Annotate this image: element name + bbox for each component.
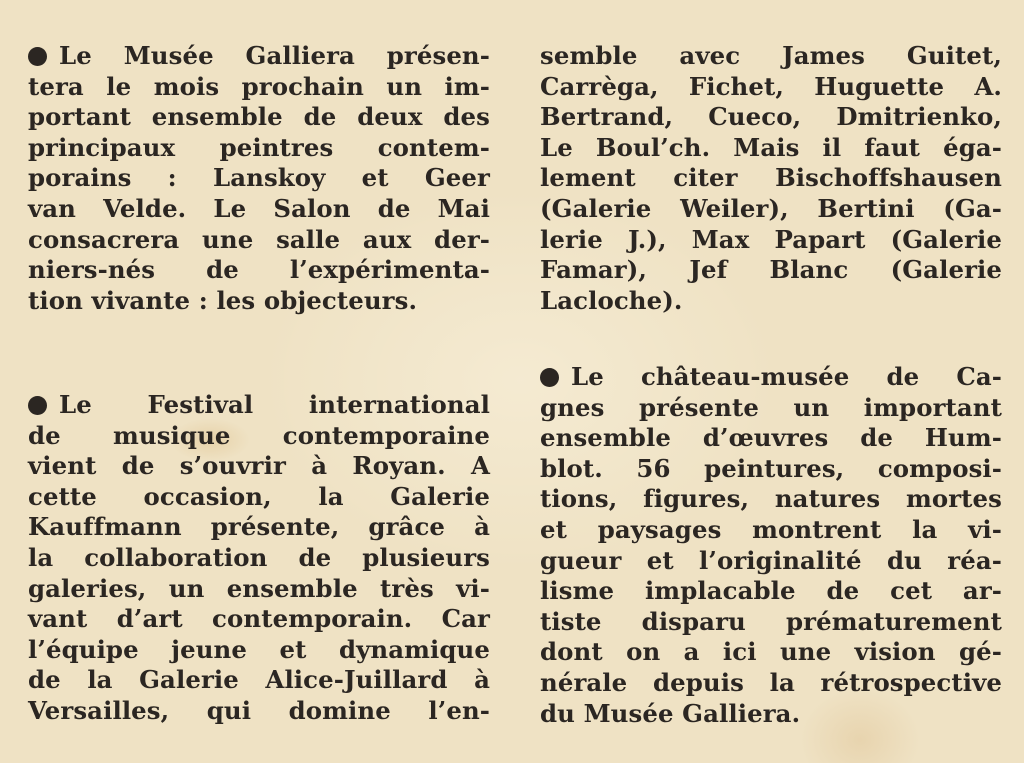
article-line: de la Galerie Alice-Juillard à: [28, 665, 490, 695]
article-line: dont on a ici une vision gé-: [540, 637, 1002, 667]
article-line: la collaboration de plusieurs: [28, 542, 490, 572]
article-line: consacrera une salle aux der-: [28, 224, 490, 254]
article-line: de musique contemporaine: [28, 420, 490, 450]
article-festival-royan-continued: [540, 41, 1002, 316]
article-chateau-cagnes: [540, 362, 1002, 729]
article-line: blot. 56 peintures, composi-: [540, 453, 1002, 483]
article-line: tiste disparu prématurement: [540, 606, 1002, 636]
article-line: tera le mois prochain un im-: [28, 71, 490, 101]
article-line: Le Boul’ch. Mais il faut éga-: [540, 132, 1002, 162]
article-line: portant ensemble de deux des: [28, 102, 490, 132]
article-line: ensemble d’œuvres de Hum-: [540, 423, 1002, 453]
article-line: semble avec James Guitet,: [540, 41, 1002, 70]
article-line: tion vivante : les objecteurs.: [28, 285, 418, 315]
article-line: (Galerie Weiler), Bertini (Ga-: [540, 193, 1002, 223]
article-line: Famar), Jef Blanc (Galerie: [540, 255, 1002, 285]
article-line: Le Musée Galliera présen-: [28, 41, 490, 72]
article-line: gueur et l’originalité du réa-: [540, 545, 1002, 575]
article-musee-galliera: [28, 41, 490, 316]
article-line: porains : Lanskoy et Geer: [28, 163, 490, 193]
bullet-icon: [28, 47, 47, 66]
article-line: van Velde. Le Salon de Mai: [28, 193, 490, 223]
article-line: vient de s’ouvrir à Royan. A: [28, 451, 490, 481]
article-line: cette occasion, la Galerie: [28, 481, 490, 511]
article-line: principaux peintres contem-: [28, 132, 490, 162]
article-line: Versailles, qui domine l’en-: [28, 695, 490, 725]
article-line: nérale depuis la rétrospective: [540, 667, 1002, 697]
article-line: Lacloche).: [540, 285, 683, 315]
article-line: du Musée Galliera.: [540, 698, 801, 728]
article-line: l’équipe jeune et dynamique: [28, 634, 490, 664]
article-line: tions, figures, natures mortes: [540, 484, 1002, 514]
article-line: Carrèga, Fichet, Huguette A.: [540, 71, 1002, 101]
article-line: niers-nés de l’expérimenta-: [28, 255, 490, 285]
article-line: Le château-musée de Ca-: [540, 362, 1002, 393]
article-line: Kauffmann présente, grâce à: [28, 512, 490, 542]
article-line: lement citer Bischoffshausen: [540, 163, 1002, 193]
bullet-icon: [28, 396, 47, 415]
article-line: lisme implacable de cet ar-: [540, 576, 1002, 606]
article-line: Bertrand, Cueco, Dmitrienko,: [540, 102, 1002, 132]
article-line: gnes présente un important: [540, 392, 1002, 422]
article-festival-royan: [28, 390, 490, 727]
bullet-icon: [540, 368, 559, 387]
article-line: Le Festival international: [28, 390, 490, 421]
article-line: galeries, un ensemble très vi-: [28, 573, 490, 603]
article-line: vant d’art contemporain. Car: [28, 604, 490, 634]
article-line: et paysages montrent la vi-: [540, 514, 1002, 544]
article-line: lerie J.), Max Papart (Galerie: [540, 224, 1002, 254]
